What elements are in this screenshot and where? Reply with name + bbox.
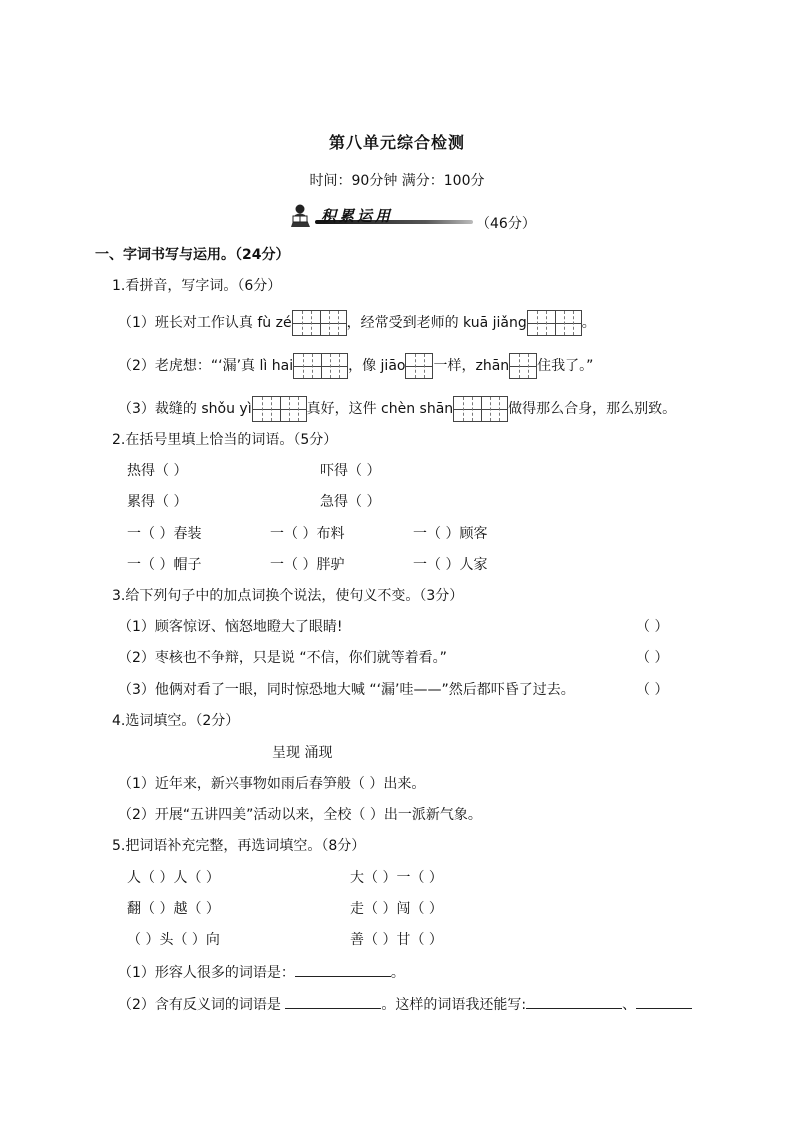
q5-idiom: 善（ ）甘（ ） xyxy=(350,932,443,948)
pinyin-grid[interactable] xyxy=(293,353,348,379)
answer-paren: （ ） xyxy=(636,650,669,666)
q5-fill-1: （1）形容人很多的词语是： 。 xyxy=(118,962,405,983)
q4-sentence: （1）近年来，新兴事物如雨后春笋般（ ）出来。 xyxy=(118,776,426,792)
q4-sentence: （2）开展“五讲四美”活动以来，全校（ ）出一派新气象。 xyxy=(118,807,482,823)
pinyin-grid[interactable] xyxy=(527,310,582,336)
banner-score: （46分） xyxy=(476,216,536,232)
q1-heading: 1.看拼音，写字词。（6分） xyxy=(112,278,282,294)
q2-item: 一（ ）春装 xyxy=(127,526,202,542)
q1-line-1: （1）班长对工作认真 fù zé ，经常受到老师的 kuā jiǎng 。 xyxy=(118,310,596,336)
q5-idiom: 翻（ ）越（ ） xyxy=(127,901,220,917)
q2-item: 累得（ ） xyxy=(127,494,188,510)
q2-item: 一（ ）人家 xyxy=(413,557,488,573)
q2-heading: 2.在括号里填上恰当的词语。（5分） xyxy=(112,432,338,448)
q5-idiom: 大（ ）一（ ） xyxy=(350,870,443,886)
section-heading: 一、字词书写与运用。（24分） xyxy=(95,247,290,263)
q2-item: 热得（ ） xyxy=(127,463,188,479)
answer-blank[interactable] xyxy=(636,994,692,1009)
q4-word-choices: 呈现 涌现 xyxy=(272,745,333,761)
q5-idiom: 走（ ）闯（ ） xyxy=(350,901,443,917)
q5-fill-2: （2）含有反义词的词语是 。这样的词语我还能写: 、 xyxy=(118,994,692,1015)
q3-sentence: （3）他俩对看了一眼，同时惊恐地大喊 “‘漏’哇——”然后都吓昏了过去。 xyxy=(118,682,575,698)
q5-idiom: （ ）头（ ）向 xyxy=(127,932,220,948)
pinyin-grid[interactable] xyxy=(453,396,508,422)
section-banner xyxy=(285,203,475,229)
q2-item: 一（ ）顾客 xyxy=(413,526,488,542)
answer-blank[interactable] xyxy=(526,994,622,1009)
q2-item: 一（ ）帽子 xyxy=(127,557,202,573)
answer-paren: （ ） xyxy=(636,682,669,698)
answer-blank[interactable] xyxy=(285,994,381,1009)
pinyin-grid[interactable] xyxy=(252,396,307,422)
q5-idiom: 人（ ）人（ ） xyxy=(127,870,220,886)
banner-label: 积累运用 xyxy=(321,207,394,225)
reading-figure-icon xyxy=(285,203,315,233)
q3-sentence: （2）枣核也不争辩，只是说 “不信，你们就等着看。” xyxy=(118,650,447,666)
q2-item: 吓得（ ） xyxy=(320,463,381,479)
q2-item: 一（ ）布料 xyxy=(270,526,345,542)
page-title: 第八单元综合检测 xyxy=(328,133,465,152)
q2-item: 急得（ ） xyxy=(320,494,381,510)
answer-paren: （ ） xyxy=(636,619,669,635)
q3-heading: 3.给下列句子中的加点词换个说法，使句义不变。（3分） xyxy=(112,588,464,604)
pinyin-grid[interactable] xyxy=(292,310,347,336)
answer-blank[interactable] xyxy=(295,962,391,977)
q1-line-3: （3）裁缝的 shǒu yì 真好，这件 chèn shān 做得那么合身，那么别致。 xyxy=(118,396,676,422)
q4-heading: 4.选词填空。（2分） xyxy=(112,713,240,729)
pinyin-grid[interactable] xyxy=(405,353,433,379)
q2-item: 一（ ）胖驴 xyxy=(270,557,345,573)
q5-heading: 5.把词语补充完整，再选词填空。（8分） xyxy=(112,838,366,854)
pinyin-grid[interactable] xyxy=(509,353,537,379)
exam-meta: 时间：90分钟 满分：100分 xyxy=(309,173,485,189)
q3-sentence: （1）顾客惊讶、恼怒地瞪大了眼睛! xyxy=(118,619,343,635)
q1-line-2: （2）老虎想：“‘漏’真 lì hai ，像 jiāo 一样，zhān 住我了。” xyxy=(118,353,593,379)
